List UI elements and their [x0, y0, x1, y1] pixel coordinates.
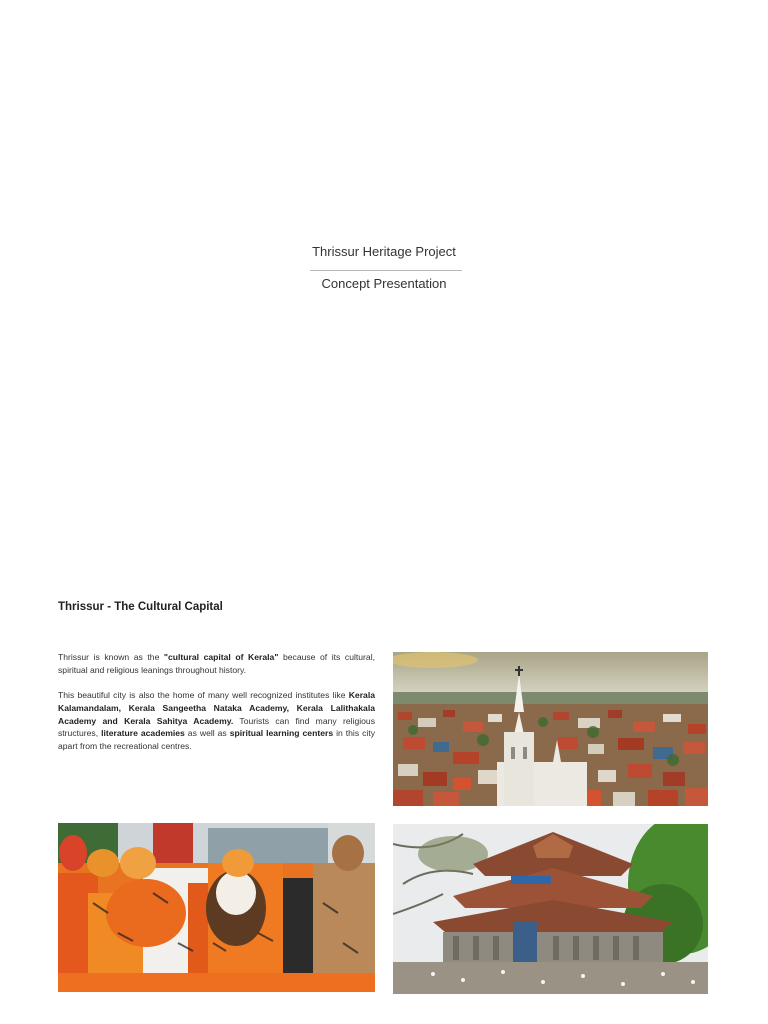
cover-divider: [310, 270, 462, 271]
bold-run: spiritual learning centers: [229, 728, 334, 739]
text-run: This beautiful city is also the home of many well recognized institutes like: [58, 690, 349, 701]
church-aerial-photo: [393, 652, 708, 806]
text-run: because of its cultural, spiritual and religious leanings throughout history.: [58, 652, 375, 675]
text-run: as well as: [184, 728, 230, 739]
temple-photo: [393, 824, 708, 994]
bold-run: literature academies: [101, 728, 185, 739]
paragraph-2: [58, 689, 375, 753]
text-run: Tourists can find many religious structures,: [58, 715, 375, 739]
cover-subtitle: Concept Presentation: [321, 276, 447, 291]
text-run: Thrissur is known as the: [58, 652, 164, 662]
cover-title: Thrissur Heritage Project: [312, 244, 456, 259]
bold-run: "cultural capital of Kerala": [163, 652, 279, 662]
text-run: in this city apart from the recreational centres.: [58, 728, 376, 752]
section-body: [58, 651, 375, 766]
paragraph-1: [58, 651, 375, 677]
section-heading: Thrissur - The Cultural Capital: [58, 601, 223, 613]
pulikali-photo: [58, 823, 375, 992]
bold-run: Kerala Kalamandalam, Kerala Sangeetha Nataka Academy, Kerala Lalithakala Academy and Kerala Sahitya Academy.: [58, 690, 375, 726]
